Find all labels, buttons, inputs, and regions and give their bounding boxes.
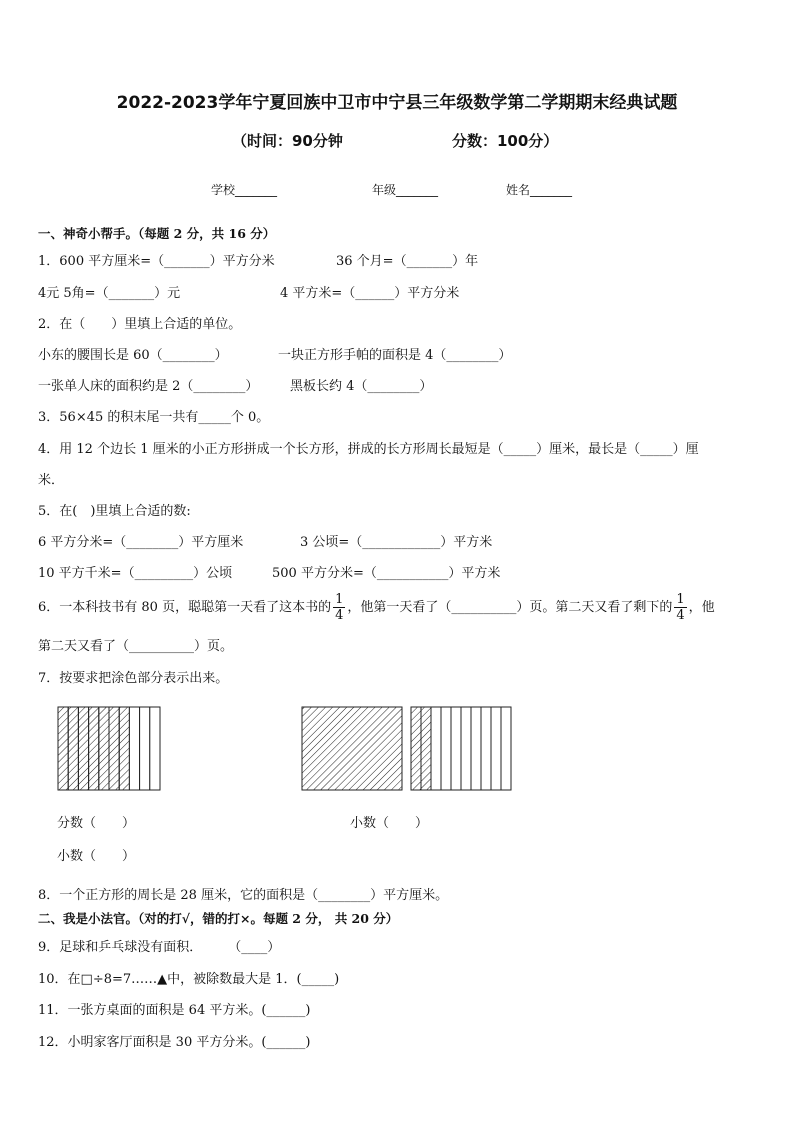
- question-1a: 1．600 平方厘米=（_______）平方分米: [38, 254, 275, 269]
- q7-left-fraction: 分数（ ）: [57, 816, 136, 831]
- square-strip: [491, 707, 501, 790]
- question-6a-text-2: ，他第一天看了（__________）页。第二天又看了剩下的: [347, 600, 673, 615]
- section-2-heading: 二、我是小法官。（对的打√，错的打×。每题 2 分， 共 20 分）: [38, 911, 399, 926]
- square-strip: [411, 707, 421, 790]
- page-title: 2022-2023学年宁夏回族中卫市中宁县三年级数学第二学期期末经典试题: [116, 93, 678, 113]
- question-3: 3．56×45 的积末尾一共有_____个 0。: [38, 410, 270, 425]
- question-12: 12．小明家客厅面积是 30 平方分米。(______): [38, 1035, 311, 1050]
- right-square-figure: [302, 707, 511, 790]
- question-2: 2．在（ ）里填上合适的单位。: [38, 317, 242, 332]
- q7-right-decimal: 小数（ ）: [350, 816, 429, 831]
- strip: [89, 707, 99, 790]
- exam-time: （时间：90分钟: [232, 132, 343, 150]
- question-7: 7．按要求把涂色部分表示出来。: [38, 671, 229, 686]
- strip: [129, 707, 139, 790]
- question-8: 8．一个正方形的周长是 28 厘米，它的面积是（________）平方厘米。: [38, 888, 449, 903]
- question-2c: 一张单人床的面积约是 2（________）: [38, 379, 259, 394]
- question-1d: 4 平方米=（______）平方分米: [280, 286, 460, 301]
- question-2a: 小东的腰围长是 60（________）: [38, 348, 228, 363]
- question-10: 10．在□÷8=7……▲中，被除数最大是 1．(_____): [38, 972, 340, 987]
- section-1-heading: 一、神奇小帮手。（每题 2 分，共 16 分）: [38, 226, 276, 241]
- question-11: 11．一张方桌面的面积是 64 平方米。(______): [38, 1003, 311, 1018]
- q7-left-decimal: 小数（ ）: [57, 849, 136, 864]
- grade-field: 年级_______: [372, 183, 439, 197]
- full-shaded-square: [302, 707, 402, 790]
- question-2d: 黑板长约 4（________）: [290, 379, 433, 394]
- square-strip: [461, 707, 471, 790]
- question-5d: 500 平方分米=（___________）平方米: [272, 566, 501, 581]
- strip: [150, 707, 160, 790]
- question-5a: 6 平方分米=（________）平方厘米: [38, 535, 244, 550]
- square-strip: [431, 707, 441, 790]
- strip: [109, 707, 119, 790]
- strip: [119, 707, 129, 790]
- question-5c: 10 平方千米=（_________）公顷: [38, 566, 233, 581]
- school-field: 学校_______: [211, 183, 278, 197]
- question-9: 9．足球和乒乓球没有面积． （____）: [38, 940, 281, 955]
- question-5: 5．在( )里填上合适的数:: [38, 504, 191, 519]
- square-strip: [421, 707, 431, 790]
- square-strip: [451, 707, 461, 790]
- question-6a-text-3: ，他: [688, 600, 715, 615]
- question-5b: 3 公顷=（____________）平方米: [300, 535, 493, 550]
- square-strip: [441, 707, 451, 790]
- strip: [78, 707, 88, 790]
- fraction-numerator: 1: [335, 592, 344, 607]
- question-6b: 第二天又看了（__________）页。: [38, 639, 234, 654]
- square-strip: [471, 707, 481, 790]
- strip: [140, 707, 150, 790]
- question-4b: 米．: [38, 473, 65, 488]
- fraction-numerator-2: 1: [676, 592, 685, 607]
- square-strip: [481, 707, 491, 790]
- fraction-denominator-2: 4: [676, 608, 685, 623]
- question-6a-text-1: 6．一本科技书有 80 页，聪聪第一天看了这本书的: [38, 600, 332, 615]
- strip: [99, 707, 109, 790]
- question-4a: 4．用 12 个边长 1 厘米的小正方形拼成一个长方形，拼成的长方形周长最短是（_____）厘米，最长是（_____）厘: [38, 442, 699, 457]
- left-strip-figure: [58, 707, 160, 790]
- exam-score: 分数：100分）: [452, 132, 559, 150]
- question-2b: 一块正方形手帕的面积是 4（________）: [278, 348, 512, 363]
- question-1c: 4元 5角=（_______）元: [38, 286, 181, 301]
- fraction-denominator: 4: [335, 608, 344, 623]
- strip: [58, 707, 68, 790]
- question-1b: 36 个月=（_______）年: [336, 254, 479, 269]
- strip: [68, 707, 78, 790]
- square-strip: [501, 707, 511, 790]
- name-field: 姓名_______: [506, 183, 573, 197]
